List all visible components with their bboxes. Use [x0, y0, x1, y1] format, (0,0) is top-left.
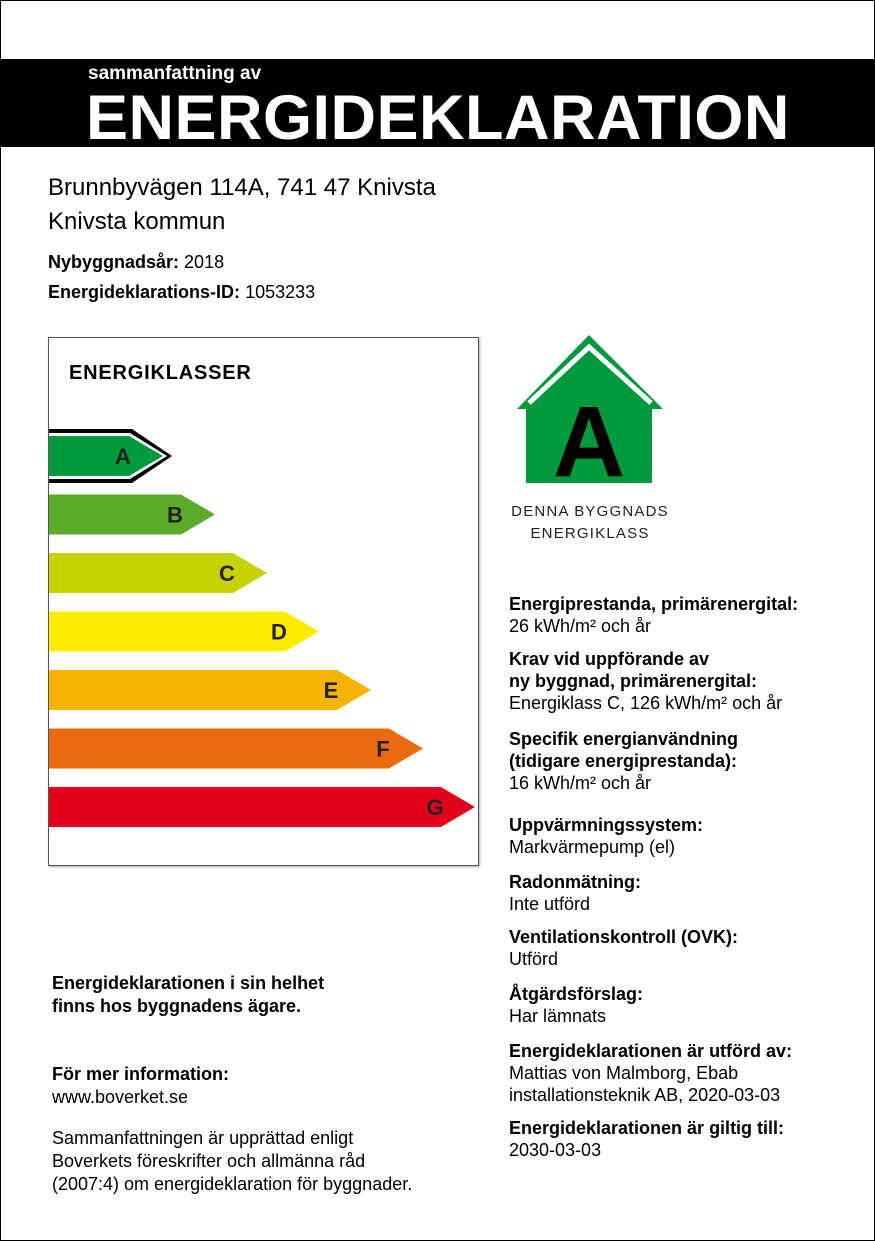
construction-year-value: 2018	[184, 252, 225, 272]
energy-class-letter: F	[376, 736, 390, 762]
energy-class-letter: E	[323, 678, 339, 703]
energy-class-a	[49, 429, 172, 483]
info-value: Mattias von Malmborg, Ebab installationsteknik AB, 2020-03-03	[509, 1063, 781, 1105]
declaration-id-label: Energideklarations-ID:	[48, 282, 241, 302]
info-value: Markvärmepump (el)	[509, 837, 676, 857]
info-value: Inte utförd	[509, 894, 591, 914]
property-municipality: Knivsta kommun	[48, 208, 226, 235]
energy-class-arrow	[49, 729, 423, 769]
badge-caption-line2: ENERGIKLASS	[530, 525, 650, 542]
info-measure-proposals	[509, 983, 849, 1027]
info-primary-energy	[509, 593, 849, 637]
energy-class-scale	[48, 337, 479, 866]
info-label: Uppvärmningssystem:	[509, 815, 704, 835]
legal-note-line1: Sammanfattningen är upprättad enligt	[52, 1128, 354, 1148]
info-label: Radonmätning:	[509, 872, 641, 892]
construction-year-label: Nybyggnadsår:	[48, 252, 180, 272]
owner-note	[52, 972, 324, 1018]
info-value: 26 kWh/m² och år	[509, 616, 652, 636]
energy-class-letter: D	[271, 619, 287, 645]
legal-note-line3: (2007:4) om energideklaration för byggnader.	[52, 1174, 413, 1194]
energy-class-arrow	[49, 495, 215, 535]
info-valid-until	[509, 1117, 849, 1161]
more-info	[52, 1063, 229, 1109]
more-info-label: För mer information:	[52, 1064, 230, 1084]
info-value: 2030-03-03	[509, 1140, 602, 1160]
owner-note-line2: finns hos byggnadens ägare.	[52, 996, 302, 1016]
energy-class-arrow	[49, 787, 475, 827]
info-heating-system	[509, 814, 849, 858]
property-address: Brunnbyvägen 114A, 741 47 Knivsta	[48, 174, 436, 201]
info-label: Specifik energianvändning (tidigare energiprestanda):	[509, 729, 739, 771]
declaration-id	[48, 282, 315, 303]
badge-caption-line1: DENNA BYGGNADS	[511, 503, 669, 520]
info-label: Åtgärdsförslag:	[509, 984, 644, 1004]
more-info-link[interactable]: www.boverket.se	[52, 1087, 189, 1107]
legal-note-line2: Boverkets föreskrifter och allmänna råd	[52, 1151, 366, 1171]
energy-class-f	[49, 729, 423, 769]
energy-class-letter: G	[426, 795, 444, 820]
info-performed-by	[509, 1040, 849, 1106]
info-label: Ventilationskontroll (OVK):	[509, 927, 739, 947]
energy-class-letter: A	[115, 444, 131, 469]
header-subtitle: sammanfattning av	[88, 63, 262, 84]
building-class-badge	[512, 333, 666, 485]
energy-class-e	[49, 670, 371, 710]
energy-class-letter: B	[167, 502, 183, 528]
info-label: Krav vid uppförande av ny byggnad, primärenergital:	[509, 649, 758, 691]
energy-class-d	[49, 612, 319, 652]
info-specific-energy-use	[509, 728, 849, 794]
header-title: ENERGIDEKLARATION	[86, 83, 790, 153]
info-ventilation-control	[509, 926, 849, 970]
info-label: Energiprestanda, primärenergital:	[509, 594, 799, 614]
info-label: Energideklarationen är giltig till:	[509, 1118, 785, 1138]
info-value: 16 kWh/m² och år	[509, 773, 652, 793]
energy-scale-title: ENERGIKLASSER	[69, 362, 252, 384]
energy-class-letter: C	[219, 561, 235, 586]
owner-note-line1: Energideklarationen i sin helhet	[52, 973, 325, 993]
info-value: Energiklass C, 126 kWh/m² och år	[509, 693, 783, 713]
declaration-id-value: 1053233	[245, 282, 316, 302]
info-value: Har lämnats	[509, 1006, 607, 1026]
building-class-letter: A	[552, 386, 626, 485]
info-new-building-requirement	[509, 648, 849, 714]
energy-class-c	[49, 553, 267, 593]
construction-year	[48, 252, 224, 273]
energy-class-g	[49, 787, 475, 827]
energy-class-b	[49, 495, 215, 535]
info-radon-measurement	[509, 871, 849, 915]
info-value: Utförd	[509, 949, 559, 969]
legal-note	[52, 1127, 412, 1196]
info-label: Energideklarationen är utförd av:	[509, 1041, 793, 1061]
energy-class-arrows	[49, 338, 478, 865]
